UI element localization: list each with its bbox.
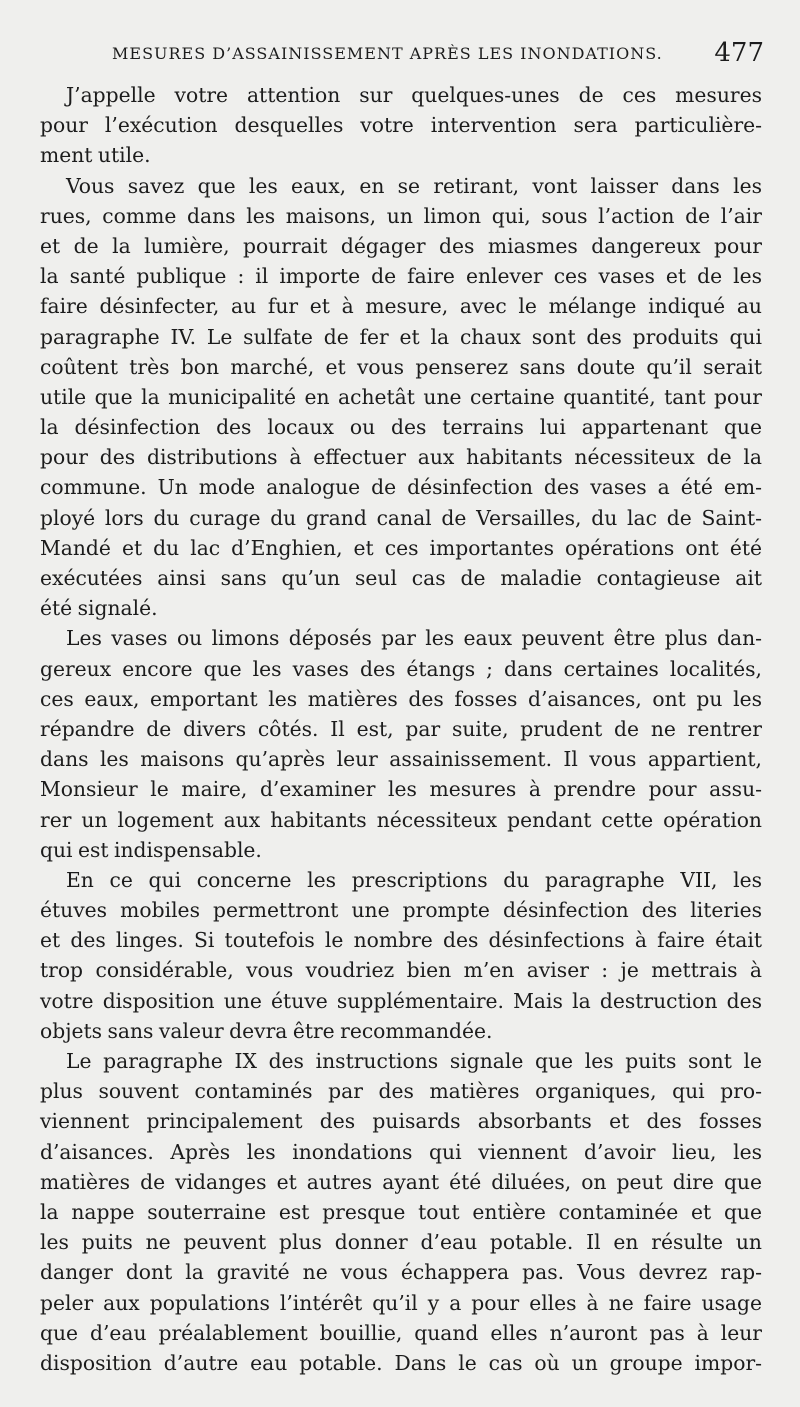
text-line: disposition d’autre eau potable. Dans le cas où un groupe impor-	[40, 1350, 762, 1375]
page-header	[40, 38, 764, 74]
body-text	[40, 80, 762, 1378]
running-title: MESURES D’ASSAINISSEMENT APRÈS LES INONDATIONS.	[112, 44, 663, 63]
paragraph	[40, 171, 762, 624]
text-line: coûtent très bon marché, et vous penserez sans doute qu’il serait	[40, 354, 762, 379]
text-line: plus souvent contaminés par des matières organiques, qui pro-	[40, 1079, 762, 1104]
paragraph	[40, 623, 762, 865]
text-line: ployé lors du curage du grand canal de Versailles, du lac de Saint-	[40, 505, 762, 530]
text-line: faire désinfecter, au fur et à mesure, avec le mélange indiqué au	[40, 294, 762, 319]
text-line: votre disposition une étuve supplémentaire. Mais la destruction des	[40, 988, 762, 1013]
paragraph	[40, 865, 762, 1046]
text-line: d’aisances. Après les inondations qui viennent d’avoir lieu, les	[40, 1139, 762, 1164]
text-line: utile que la municipalité en achetât une certaine quantité, tant pour	[40, 384, 762, 409]
paragraph	[40, 80, 762, 171]
text-line: étuves mobiles permettront une prompte désinfection des literies	[40, 898, 762, 923]
text-line: commune. Un mode analogue de désinfection des vases a été em-	[40, 475, 762, 500]
text-line: ment utile.	[40, 143, 151, 168]
text-line: exécutées ainsi sans qu’un seul cas de maladie contagieuse ait	[40, 566, 762, 590]
text-line: gereux encore que les vases des étangs ; dans certaines localités,	[40, 656, 762, 681]
text-line: la nappe souterraine est presque tout entière contaminée et que	[40, 1199, 762, 1224]
text-line: été signalé.	[40, 596, 158, 621]
text-line: matières de vidanges et autres ayant été diluées, on peut dire que	[40, 1169, 762, 1194]
text-line: la désinfection des locaux ou des terrains lui appartenant que	[40, 415, 762, 440]
text-line: danger dont la gravité ne vous échappera pas. Vous devrez rap-	[40, 1260, 762, 1285]
page-number: 477	[714, 38, 764, 68]
text-line: objets sans valeur devra être recommandée.	[40, 1018, 493, 1043]
text-line: répandre de divers côtés. Il est, par suite, prudent de ne rentrer	[40, 716, 762, 741]
text-line: Mandé et du lac d’Enghien, et ces importantes opérations ont été	[40, 535, 762, 560]
text-line: Les vases ou limons déposés par les eaux peuvent être plus dan-	[66, 626, 762, 651]
text-line: Le paragraphe IX des instructions signale que les puits sont le	[66, 1049, 762, 1073]
text-line: Monsieur le maire, d’examiner les mesures à prendre pour assu-	[40, 777, 762, 802]
text-line: En ce qui concerne les prescriptions du paragraphe VII, les	[66, 867, 762, 892]
text-line: Vous savez que les eaux, en se retirant, vont laisser dans les	[66, 173, 762, 198]
paragraph	[40, 1046, 762, 1378]
text-line: les puits ne peuvent plus donner d’eau potable. Il en résulte un	[40, 1230, 762, 1255]
text-line: que d’eau préalablement bouillie, quand elles n’auront pas à leur	[40, 1320, 762, 1345]
text-line: et des linges. Si toutefois le nombre des désinfections à faire était	[40, 928, 762, 953]
text-line: viennent principalement des puisards absorbants et des fosses	[40, 1109, 762, 1134]
text-line: paragraphe IV. Le sulfate de fer et la chaux sont des produits qui	[40, 324, 762, 349]
text-line: ces eaux, emportant les matières des fosses d’aisances, ont pu les	[40, 686, 762, 711]
text-line: peler aux populations l’intérêt qu’il y a pour elles à ne faire usage	[40, 1290, 762, 1315]
text-line: la santé publique : il importe de faire enlever ces vases et de les	[40, 264, 762, 289]
text-line: pour l’exécution desquelles votre intervention sera particulière-	[40, 113, 762, 138]
text-line: qui est indispensable.	[40, 837, 262, 862]
text-line: J’appelle votre attention sur quelques-unes de ces mesures	[66, 83, 762, 107]
text-line: rer un logement aux habitants nécessiteux pendant cette opération	[40, 807, 762, 832]
text-line: trop considérable, vous voudriez bien m’en aviser : je mettrais à	[40, 958, 762, 983]
text-line: et de la lumière, pourrait dégager des miasmes dangereux pour	[40, 233, 762, 258]
text-line: rues, comme dans les maisons, un limon qui, sous l’action de l’air	[40, 203, 762, 228]
text-line: dans les maisons qu’après leur assainissement. Il vous appartient,	[40, 747, 762, 772]
text-line: pour des distributions à effectuer aux habitants nécessiteux de la	[40, 445, 762, 470]
